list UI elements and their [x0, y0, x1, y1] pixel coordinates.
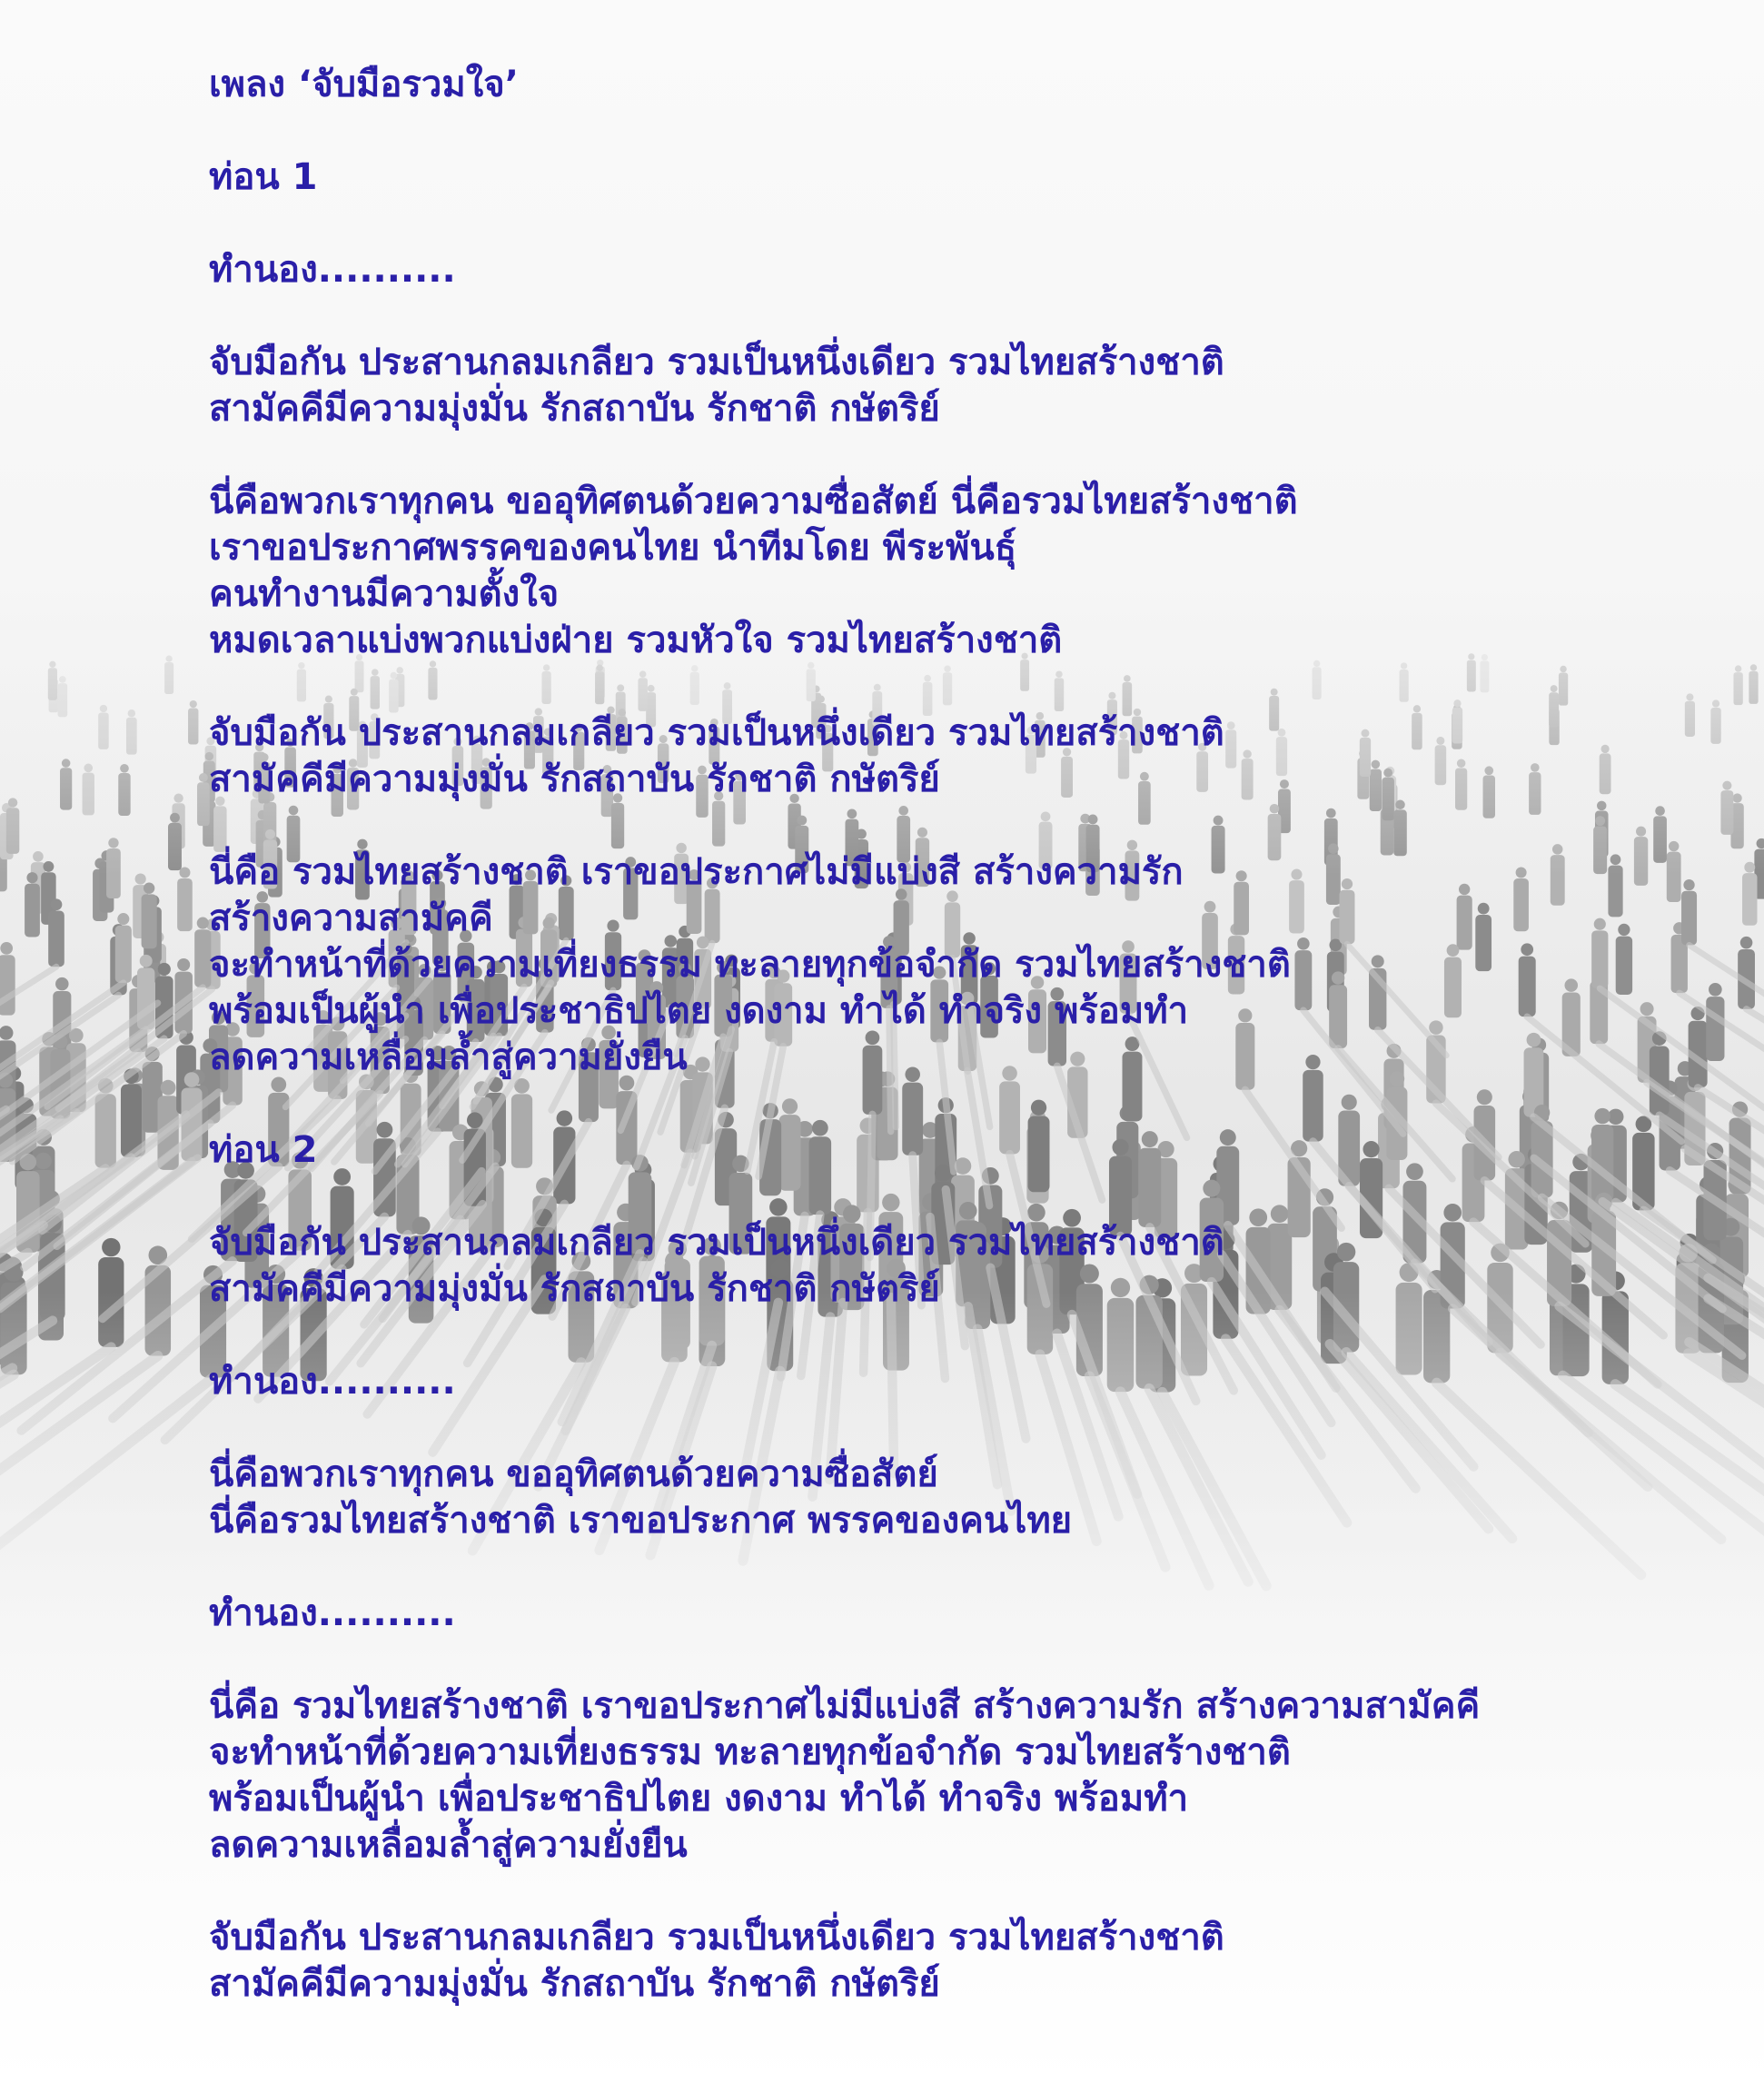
- lyric-line: พร้อมเป็นผู้นำ เพื่อประชาธิปไตย งดงาม ทำได้ ทำจริง พร้อมทำ: [209, 990, 1189, 1032]
- lyric-line: จะทำหน้าที่ด้วยความเที่ยงธรรม ทะลายทุกข้อจำกัด รวมไทยสร้างชาติ: [209, 944, 1291, 986]
- lyric-line: ลดความเหลื่อมล้ำสู่ความยั่งยืน: [209, 1037, 688, 1078]
- lyric-line: จับมือกัน ประสานกลมเกลียว รวมเป็นหนึ่งเดียว รวมไทยสร้างชาติ: [209, 712, 1224, 754]
- lyric-line: เราขอประกาศพรรคของคนไทย นำทีมโดย พีระพันธุ์: [209, 527, 1017, 569]
- spacer: [209, 293, 1735, 340]
- spacer: [209, 1637, 1735, 1683]
- spacer: [209, 1313, 1735, 1359]
- lyric-line: นี่คือรวมไทยสร้างชาติ เราขอประกาศ พรรคของคนไทย: [209, 1500, 1073, 1542]
- spacer: [209, 108, 1735, 154]
- lyric-line: จับมือกัน ประสานกลมเกลียว รวมเป็นหนึ่งเดียว รวมไทยสร้างชาติ: [209, 342, 1224, 383]
- lyric-line: จับมือกัน ประสานกลมเกลียว รวมเป็นหนึ่งเดียว รวมไทยสร้างชาติ: [209, 1222, 1224, 1264]
- lyric-line: จับมือกัน ประสานกลมเกลียว รวมเป็นหนึ่งเดียว รวมไทยสร้างชาติ: [209, 1917, 1224, 1959]
- lyric-line: นี่คือ รวมไทยสร้างชาติ เราขอประกาศไม่มีแบ่งสี สร้างความรัก สร้างความสามัคคี: [209, 1685, 1481, 1727]
- spacer: [209, 1405, 1735, 1452]
- verse-1-heading: ท่อน 1: [209, 156, 318, 198]
- lyric-line: สามัคคีมีความมุ่งมั่น รักสถาบัน รักชาติ กษัตริย์: [209, 388, 940, 430]
- lyric-line: ลดความเหลื่อมล้ำสู่ความยั่งยืน: [209, 1824, 688, 1866]
- spacer: [209, 1544, 1735, 1591]
- lyric-line: นี่คือ รวมไทยสร้างชาติ เราขอประกาศไม่มีแบ่งสี สร้างความรัก: [209, 851, 1184, 893]
- spacer: [209, 664, 1735, 710]
- lyric-line: สามัคคีมีความมุ่งมั่น รักสถาบัน รักชาติ กษัตริย์: [209, 1963, 940, 2005]
- lyric-line: สามัคคีมีความมุ่งมั่น รักสถาบัน รักชาติ กษัตริย์: [209, 759, 940, 800]
- spacer: [209, 201, 1735, 247]
- spacer: [209, 1174, 1735, 1220]
- lyric-line: จะทำหน้าที่ด้วยความเที่ยงธรรม ทะลายทุกข้อจำกัด รวมไทยสร้างชาติ: [209, 1731, 1291, 1773]
- spacer: [209, 432, 1735, 479]
- melody-line: ทำนอง..........: [209, 1361, 456, 1403]
- spacer: [209, 1869, 1735, 1915]
- melody-line: ทำนอง..........: [209, 1592, 456, 1634]
- verse-2-heading: ท่อน 2: [209, 1129, 318, 1171]
- lyric-line: นี่คือพวกเราทุกคน ขออุทิศตนด้วยความซื่อสัตย์: [209, 1453, 938, 1495]
- lyric-line: สร้างความสามัคคี: [209, 898, 493, 939]
- lyric-line: สามัคคีมีความมุ่งมั่น รักสถาบัน รักชาติ กษัตริย์: [209, 1268, 940, 1310]
- song-lyrics: [209, 62, 1735, 2008]
- song-title: เพลง ‘จับมือรวมใจ’: [209, 64, 519, 105]
- spacer: [209, 1081, 1735, 1127]
- lyric-line: พร้อมเป็นผู้นำ เพื่อประชาธิปไตย งดงาม ทำได้ ทำจริง พร้อมทำ: [209, 1778, 1189, 1820]
- lyric-line: นี่คือพวกเราทุกคน ขออุทิศตนด้วยความซื่อสัตย์ นี่คือรวมไทยสร้างชาติ: [209, 481, 1298, 522]
- spacer: [209, 803, 1735, 849]
- melody-line: ทำนอง..........: [209, 249, 456, 291]
- lyric-line: หมดเวลาแบ่งพวกแบ่งฝ่าย รวมหัวใจ รวมไทยสร้างชาติ: [209, 620, 1063, 661]
- lyric-line: คนทำงานมีความตั้งใจ: [209, 573, 560, 615]
